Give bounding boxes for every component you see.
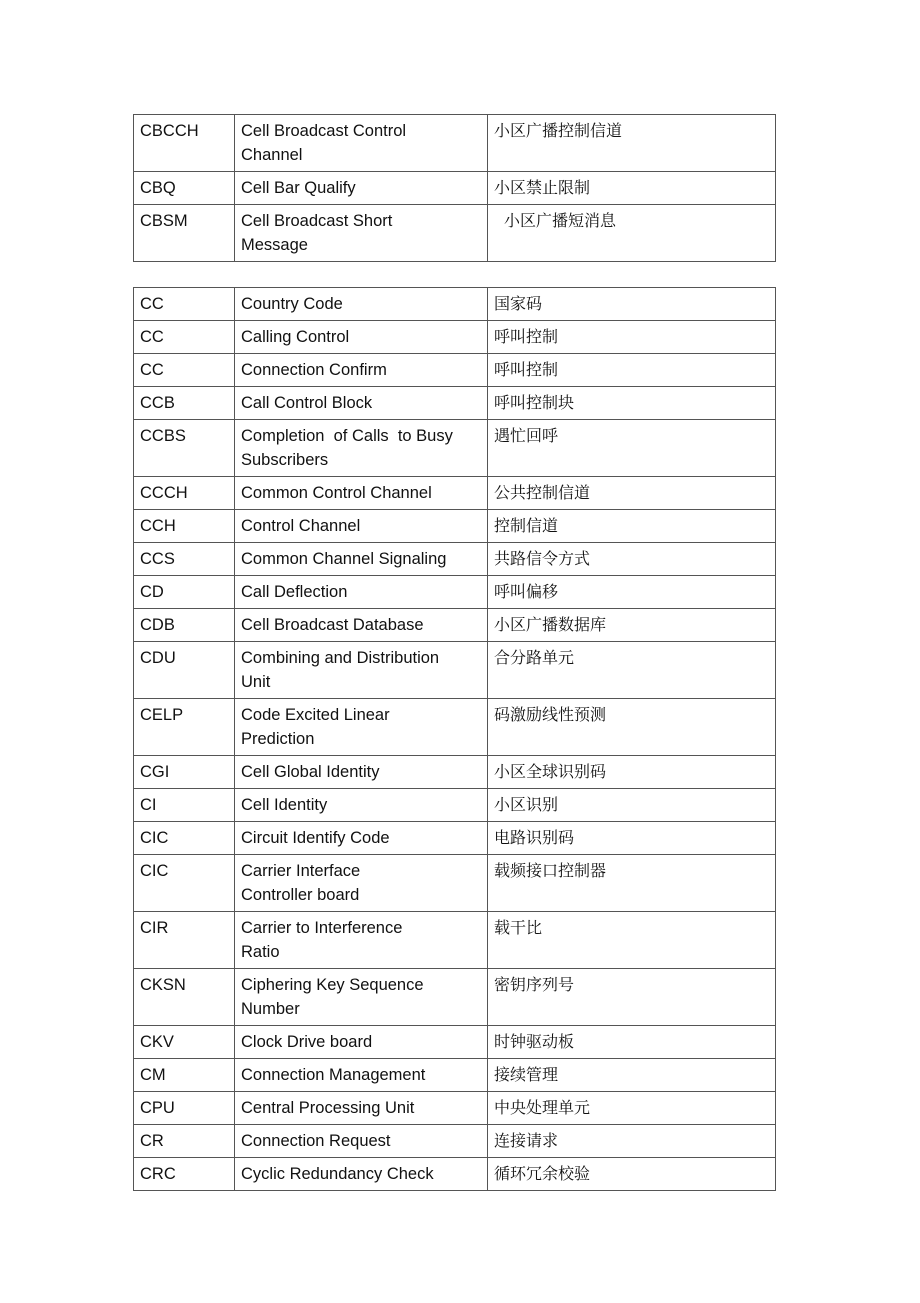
abbr-cell: CCBS — [134, 420, 235, 477]
abbr-cell: CI — [134, 789, 235, 822]
english-cell: Central Processing Unit — [235, 1092, 488, 1125]
chinese-cell: 密钥序列号 — [488, 969, 776, 1026]
chinese-cell: 小区禁止限制 — [488, 172, 776, 205]
english-cell: Connection Request — [235, 1125, 488, 1158]
table-row — [134, 288, 776, 321]
table-row — [134, 1059, 776, 1092]
chinese-cell: 小区广播数据库 — [488, 609, 776, 642]
abbr-cell: CIC — [134, 822, 235, 855]
english-cell: Control Channel — [235, 510, 488, 543]
english-cell: Cell Broadcast Short Message — [235, 205, 488, 262]
chinese-cell: 公共控制信道 — [488, 477, 776, 510]
chinese-cell: 循环冗余校验 — [488, 1158, 776, 1191]
english-cell: Common Control Channel — [235, 477, 488, 510]
table-row — [134, 642, 776, 699]
table-row — [134, 172, 776, 205]
glossary-table-1 — [133, 114, 776, 262]
abbr-cell: CC — [134, 321, 235, 354]
english-cell: Code Excited Linear Prediction — [235, 699, 488, 756]
abbr-cell: CCCH — [134, 477, 235, 510]
table-row — [134, 576, 776, 609]
table-row — [134, 699, 776, 756]
english-cell: Connection Confirm — [235, 354, 488, 387]
abbr-cell: CCB — [134, 387, 235, 420]
chinese-cell: 小区广播短消息 — [488, 205, 776, 262]
chinese-cell: 时钟驱动板 — [488, 1026, 776, 1059]
table-row — [134, 969, 776, 1026]
abbr-cell: CIC — [134, 855, 235, 912]
english-cell: Clock Drive board — [235, 1026, 488, 1059]
english-cell: Country Code — [235, 288, 488, 321]
english-cell: Carrier to Interference Ratio — [235, 912, 488, 969]
english-cell: Ciphering Key Sequence Number — [235, 969, 488, 1026]
english-cell: Carrier Interface Controller board — [235, 855, 488, 912]
abbr-cell: CELP — [134, 699, 235, 756]
chinese-cell: 小区广播控制信道 — [488, 115, 776, 172]
chinese-cell: 载频接口控制器 — [488, 855, 776, 912]
table-row — [134, 115, 776, 172]
english-cell: Cell Identity — [235, 789, 488, 822]
table-row — [134, 756, 776, 789]
table-row — [134, 855, 776, 912]
chinese-cell: 电路识别码 — [488, 822, 776, 855]
chinese-cell: 呼叫控制 — [488, 354, 776, 387]
table-row — [134, 321, 776, 354]
abbr-cell: CPU — [134, 1092, 235, 1125]
english-cell: Call Control Block — [235, 387, 488, 420]
table-row — [134, 609, 776, 642]
english-cell: Cell Broadcast Control Channel — [235, 115, 488, 172]
english-cell: Cell Global Identity — [235, 756, 488, 789]
abbr-cell: CDU — [134, 642, 235, 699]
chinese-cell: 码激励线性预测 — [488, 699, 776, 756]
table-row — [134, 789, 776, 822]
english-cell: Cell Broadcast Database — [235, 609, 488, 642]
english-cell: Combining and Distribution Unit — [235, 642, 488, 699]
chinese-cell: 接续管理 — [488, 1059, 776, 1092]
table-row — [134, 420, 776, 477]
english-cell: Circuit Identify Code — [235, 822, 488, 855]
chinese-cell: 遇忙回呼 — [488, 420, 776, 477]
glossary-table-2 — [133, 287, 776, 1191]
table-row — [134, 1158, 776, 1191]
table-row — [134, 1125, 776, 1158]
chinese-cell: 共路信令方式 — [488, 543, 776, 576]
abbr-cell: CDB — [134, 609, 235, 642]
english-cell: Common Channel Signaling — [235, 543, 488, 576]
abbr-cell: CCH — [134, 510, 235, 543]
abbr-cell: CR — [134, 1125, 235, 1158]
table-row — [134, 543, 776, 576]
chinese-cell: 呼叫偏移 — [488, 576, 776, 609]
english-cell: Completion of Calls to Busy Subscribers — [235, 420, 488, 477]
abbr-cell: CM — [134, 1059, 235, 1092]
abbr-cell: CKV — [134, 1026, 235, 1059]
abbr-cell: CBQ — [134, 172, 235, 205]
chinese-cell: 合分路单元 — [488, 642, 776, 699]
table-row — [134, 1026, 776, 1059]
table-row — [134, 912, 776, 969]
abbr-cell: CRC — [134, 1158, 235, 1191]
abbr-cell: CCS — [134, 543, 235, 576]
english-cell: Calling Control — [235, 321, 488, 354]
chinese-cell: 国家码 — [488, 288, 776, 321]
abbr-cell: CBCCH — [134, 115, 235, 172]
chinese-cell: 载干比 — [488, 912, 776, 969]
table-row — [134, 354, 776, 387]
chinese-cell: 呼叫控制 — [488, 321, 776, 354]
chinese-cell: 呼叫控制块 — [488, 387, 776, 420]
english-cell: Connection Management — [235, 1059, 488, 1092]
abbr-cell: CC — [134, 288, 235, 321]
chinese-cell: 连接请求 — [488, 1125, 776, 1158]
chinese-cell: 小区识别 — [488, 789, 776, 822]
english-cell: Cell Bar Qualify — [235, 172, 488, 205]
table-row — [134, 205, 776, 262]
table-row — [134, 1092, 776, 1125]
table-row — [134, 477, 776, 510]
abbr-cell: CKSN — [134, 969, 235, 1026]
chinese-cell: 小区全球识别码 — [488, 756, 776, 789]
chinese-cell: 中央处理单元 — [488, 1092, 776, 1125]
english-cell: Cyclic Redundancy Check — [235, 1158, 488, 1191]
table-row — [134, 822, 776, 855]
chinese-cell: 控制信道 — [488, 510, 776, 543]
abbr-cell: CC — [134, 354, 235, 387]
abbr-cell: CBSM — [134, 205, 235, 262]
abbr-cell: CGI — [134, 756, 235, 789]
abbr-cell: CIR — [134, 912, 235, 969]
english-cell: Call Deflection — [235, 576, 488, 609]
table-row — [134, 387, 776, 420]
table-row — [134, 510, 776, 543]
abbr-cell: CD — [134, 576, 235, 609]
